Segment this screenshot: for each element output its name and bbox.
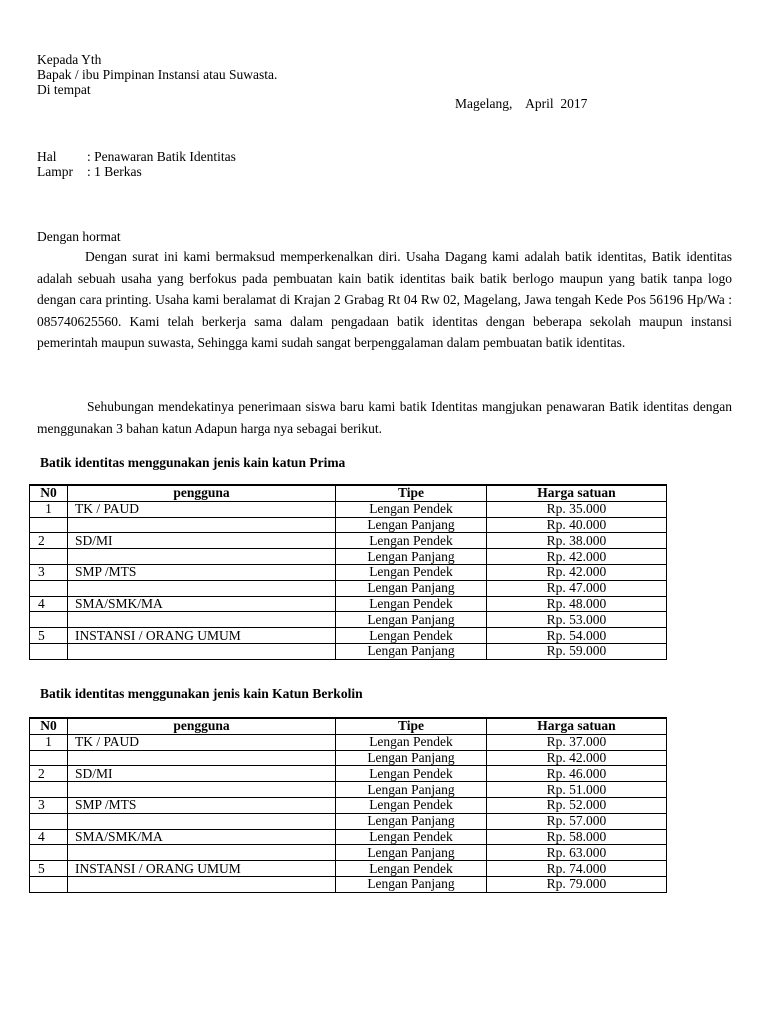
row-price: Rp. 47.000 [487,580,667,596]
row-price: Rp. 52.000 [487,797,667,813]
row-number: 2 [30,533,68,549]
row-price: Rp. 63.000 [487,845,667,861]
row-user: SD/MI [68,766,336,782]
row-type: Lengan Panjang [336,876,487,892]
row-number [30,580,68,596]
table-row [30,845,667,861]
row-user [68,813,336,829]
paragraph-intro-text: Dengan surat ini kami bermaksud memperkenalkan diri. Usaha Dagang kami adalah batik identitas, Batik identitas adalah sebuah usaha yang berfokus pada pembuatan kain batik identitas baik batik berlogo maupun yang batik tanpa logo dengan cara printing. Usaha kami beralamat di Krajan 2 Grabag Rt 04 Rw 02, Magelang, Jawa tengah Kede Pos 56196 Hp/Wa : 085740625560. Kami telah berkerja sama dalam pengadaan batik identitas dengan beberapa sekolah maupun instansi pemerintah maupun suwasta, Sehingga kami sudah sangat berpenggalaman dalam pembuatan batik identitas. [37,249,732,351]
row-price: Rp. 35.000 [487,501,667,517]
row-type: Lengan Panjang [336,549,487,565]
row-user: SMP /MTS [68,797,336,813]
header-no: N0 [30,718,68,734]
row-type: Lengan Pendek [336,628,487,644]
row-price: Rp. 46.000 [487,766,667,782]
table-row [30,580,667,596]
row-price: Rp. 48.000 [487,596,667,612]
salutation: Dengan hormat [37,229,121,244]
header-no: N0 [30,485,68,501]
row-price: Rp. 54.000 [487,628,667,644]
row-type: Lengan Panjang [336,580,487,596]
row-type: Lengan Pendek [336,734,487,750]
row-price: Rp. 42.000 [487,750,667,766]
table-row [30,750,667,766]
table2-body [30,734,667,892]
row-number [30,643,68,659]
table-row [30,813,667,829]
row-number [30,750,68,766]
table-row [30,549,667,565]
subject-label: Hal [37,149,57,164]
row-number: 4 [30,596,68,612]
row-type: Lengan Pendek [336,829,487,845]
row-type: Lengan Pendek [336,596,487,612]
row-number [30,549,68,565]
table-row [30,501,667,517]
table-header-row [30,718,667,734]
row-number: 2 [30,766,68,782]
row-type: Lengan Panjang [336,517,487,533]
row-type: Lengan Pendek [336,797,487,813]
table-row [30,782,667,798]
recipient-line-1: Kepada Yth [37,52,102,67]
row-number: 1 [30,734,68,750]
paragraph-offer [37,396,732,439]
row-number: 4 [30,829,68,845]
row-price: Rp. 79.000 [487,876,667,892]
attachment-label: Lampr [37,164,73,179]
row-price: Rp. 59.000 [487,643,667,659]
price-table-berkolin [29,717,667,893]
row-user: INSTANSI / ORANG UMUM [68,861,336,877]
price-table-prima [29,484,667,660]
row-number: 1 [30,501,68,517]
recipient-line-2: Bapak / ibu Pimpinan Instansi atau Suwasta. [37,67,278,82]
row-number [30,876,68,892]
row-user [68,549,336,565]
table-row [30,829,667,845]
table-row [30,628,667,644]
header-type: Tipe [336,718,487,734]
row-user [68,580,336,596]
row-user: SMP /MTS [68,564,336,580]
row-user: SD/MI [68,533,336,549]
row-user [68,876,336,892]
table-row [30,734,667,750]
table-row [30,876,667,892]
table-row [30,861,667,877]
row-price: Rp. 51.000 [487,782,667,798]
row-number: 5 [30,861,68,877]
table-row [30,612,667,628]
row-user [68,782,336,798]
row-price: Rp. 74.000 [487,861,667,877]
table2-title: Batik identitas menggunakan jenis kain Katun Berkolin [40,686,363,701]
row-price: Rp. 58.000 [487,829,667,845]
row-type: Lengan Pendek [336,766,487,782]
row-number [30,612,68,628]
row-price: Rp. 57.000 [487,813,667,829]
header-price: Harga satuan [487,718,667,734]
paragraph-intro [37,246,732,354]
row-user [68,517,336,533]
row-user [68,750,336,766]
row-user [68,845,336,861]
table-row [30,643,667,659]
row-price: Rp. 40.000 [487,517,667,533]
row-user: TK / PAUD [68,734,336,750]
table-row [30,797,667,813]
row-type: Lengan Panjang [336,782,487,798]
table1-body [30,501,667,659]
header-user: pengguna [68,718,336,734]
row-number: 3 [30,797,68,813]
row-number [30,517,68,533]
row-type: Lengan Panjang [336,845,487,861]
row-type: Lengan Panjang [336,813,487,829]
row-user [68,643,336,659]
table-header-row [30,485,667,501]
attachment-value: : 1 Berkas [87,164,142,179]
table-row [30,564,667,580]
row-number [30,845,68,861]
row-number: 5 [30,628,68,644]
place-date: Magelang, April 2017 [455,96,588,111]
recipient-line-3: Di tempat [37,82,91,97]
table1-title: Batik identitas menggunakan jenis kain katun Prima [40,455,346,470]
table-row [30,517,667,533]
row-price: Rp. 37.000 [487,734,667,750]
row-user [68,612,336,628]
row-price: Rp. 42.000 [487,549,667,565]
row-type: Lengan Panjang [336,643,487,659]
table-row [30,766,667,782]
row-number: 3 [30,564,68,580]
header-user: pengguna [68,485,336,501]
paragraph-offer-text: Sehubungan mendekatinya penerimaan siswa baru kami batik Identitas mangjukan penawaran Batik identitas dengan menggunakan 3 bahan katun Adapun harga nya sebagai berikut. [37,399,732,436]
row-type: Lengan Pendek [336,501,487,517]
row-user: TK / PAUD [68,501,336,517]
subject-value: : Penawaran Batik Identitas [87,149,236,164]
row-price: Rp. 42.000 [487,564,667,580]
row-number [30,813,68,829]
row-user: SMA/SMK/MA [68,596,336,612]
row-type: Lengan Pendek [336,861,487,877]
row-user: INSTANSI / ORANG UMUM [68,628,336,644]
row-number [30,782,68,798]
row-user: SMA/SMK/MA [68,829,336,845]
table-row [30,533,667,549]
header-price: Harga satuan [487,485,667,501]
row-price: Rp. 38.000 [487,533,667,549]
row-type: Lengan Pendek [336,533,487,549]
row-type: Lengan Panjang [336,612,487,628]
row-price: Rp. 53.000 [487,612,667,628]
table-row [30,596,667,612]
row-type: Lengan Panjang [336,750,487,766]
row-type: Lengan Pendek [336,564,487,580]
header-type: Tipe [336,485,487,501]
